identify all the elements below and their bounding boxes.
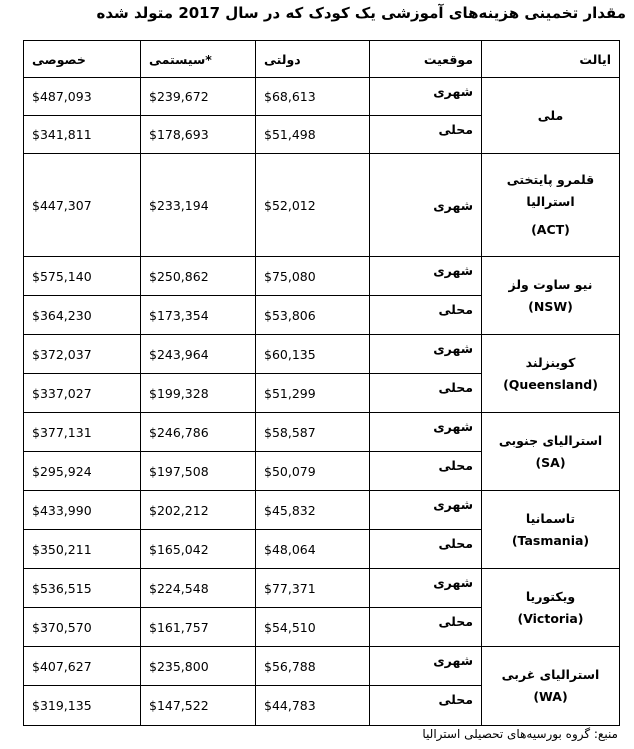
- table-row: [24, 491, 620, 530]
- cell-location: محلی: [370, 452, 482, 491]
- table-row: [24, 413, 620, 452]
- cell-private: $536,515: [24, 569, 141, 608]
- cell-private: $319,135: [24, 686, 141, 726]
- cell-location: شهری: [370, 491, 482, 530]
- cell-private: $341,811: [24, 116, 141, 154]
- cell-systemic: $246,786: [141, 413, 256, 452]
- cell-government: $51,299: [256, 374, 370, 413]
- header-location: موقعیت: [370, 41, 482, 78]
- cell-systemic: $224,548: [141, 569, 256, 608]
- cell-government: $45,832: [256, 491, 370, 530]
- cell-location: شهری: [370, 78, 482, 116]
- cell-location: شهری: [370, 569, 482, 608]
- table-body: [24, 78, 620, 726]
- cell-private: $370,570: [24, 608, 141, 647]
- cell-private: $575,140: [24, 257, 141, 296]
- cell-location: محلی: [370, 116, 482, 154]
- cell-government: $52,012: [256, 154, 370, 257]
- table-row: [24, 335, 620, 374]
- cell-systemic: $165,042: [141, 530, 256, 569]
- cell-government: $60,135: [256, 335, 370, 374]
- cell-private: $337,027: [24, 374, 141, 413]
- state-name: تاسمانیا: [525, 510, 576, 526]
- cell-government: $68,613: [256, 78, 370, 116]
- cell-government: $50,079: [256, 452, 370, 491]
- cell-systemic: $199,328: [141, 374, 256, 413]
- header-government: دولتی: [256, 41, 370, 78]
- cell-state: [482, 647, 620, 726]
- cell-location: محلی: [370, 686, 482, 726]
- table-row: [24, 154, 620, 257]
- cell-location: محلی: [370, 530, 482, 569]
- cell-location: شهری: [370, 335, 482, 374]
- state-abbr: (Queensland): [503, 376, 598, 392]
- cell-systemic: $202,212: [141, 491, 256, 530]
- header-systemic: سیستمی*: [141, 41, 256, 78]
- cell-government: $48,064: [256, 530, 370, 569]
- cell-location: شهری: [370, 413, 482, 452]
- cell-private: $433,990: [24, 491, 141, 530]
- cell-location: شهری: [370, 647, 482, 686]
- cell-government: $56,788: [256, 647, 370, 686]
- table-row: [24, 257, 620, 296]
- state-abbr: (WA): [533, 689, 568, 704]
- cell-systemic: $239,672: [141, 78, 256, 116]
- state-abbr: (Victoria): [517, 610, 584, 626]
- cell-systemic: $233,194: [141, 154, 256, 257]
- cell-private: $447,307: [24, 154, 141, 257]
- cell-government: $75,080: [256, 257, 370, 296]
- cell-government: $51,498: [256, 116, 370, 154]
- table-row: [24, 647, 620, 686]
- state-abbr: (SA): [535, 454, 566, 470]
- state-name: استرالیای جنوبی: [498, 432, 603, 448]
- cell-government: $53,806: [256, 296, 370, 335]
- cell-government: $77,371: [256, 569, 370, 608]
- cell-location: محلی: [370, 608, 482, 647]
- cell-private: $364,230: [24, 296, 141, 335]
- cell-private: $372,037: [24, 335, 141, 374]
- cell-systemic: $173,354: [141, 296, 256, 335]
- state-name: کوینزلند: [525, 354, 576, 370]
- cell-private: $295,924: [24, 452, 141, 491]
- cell-government: $54,510: [256, 608, 370, 647]
- cell-state: [482, 154, 620, 257]
- state-name: استرالیای غربی: [501, 667, 600, 682]
- cell-systemic: $197,508: [141, 452, 256, 491]
- cell-state: [482, 257, 620, 335]
- cell-state: [482, 413, 620, 491]
- cell-location: محلی: [370, 296, 482, 335]
- cell-location: شهری: [370, 154, 482, 257]
- cell-systemic: $235,800: [141, 647, 256, 686]
- header-state: ایالت: [482, 41, 620, 78]
- cell-government: $44,783: [256, 686, 370, 726]
- cell-state: [482, 569, 620, 647]
- state-name: نیو ساوت ولز: [508, 276, 593, 292]
- source-note: منبع: گروه بورسیه‌های تحصیلی استرالیا: [422, 727, 618, 741]
- state-name: ملی: [537, 107, 564, 123]
- table-row: [24, 78, 620, 116]
- table-row: [24, 569, 620, 608]
- cell-state: [482, 78, 620, 154]
- table-title: مقدار تخمینی هزینه‌های آموزشی یک کودک که در سال 2017 متولد شده: [96, 4, 626, 22]
- state-name: ویکتوریا: [525, 588, 576, 604]
- state-abbr: (Tasmania): [511, 532, 590, 548]
- cell-private: $487,093: [24, 78, 141, 116]
- cell-systemic: $243,964: [141, 335, 256, 374]
- cell-state: [482, 335, 620, 413]
- header-row: [24, 41, 620, 78]
- cell-government: $58,587: [256, 413, 370, 452]
- state-name: قلمرو پایتختی استرالیا: [506, 172, 595, 209]
- cell-private: $377,131: [24, 413, 141, 452]
- cell-private: $350,211: [24, 530, 141, 569]
- cell-location: محلی: [370, 374, 482, 413]
- education-cost-table: [23, 40, 620, 726]
- cell-systemic: $250,862: [141, 257, 256, 296]
- state-abbr: (NSW): [528, 298, 573, 314]
- cell-location: شهری: [370, 257, 482, 296]
- cell-systemic: $178,693: [141, 116, 256, 154]
- cell-private: $407,627: [24, 647, 141, 686]
- state-abbr: (ACT): [531, 222, 570, 237]
- cell-state: [482, 491, 620, 569]
- cell-systemic: $161,757: [141, 608, 256, 647]
- cell-systemic: $147,522: [141, 686, 256, 726]
- header-private: خصوصی: [24, 41, 141, 78]
